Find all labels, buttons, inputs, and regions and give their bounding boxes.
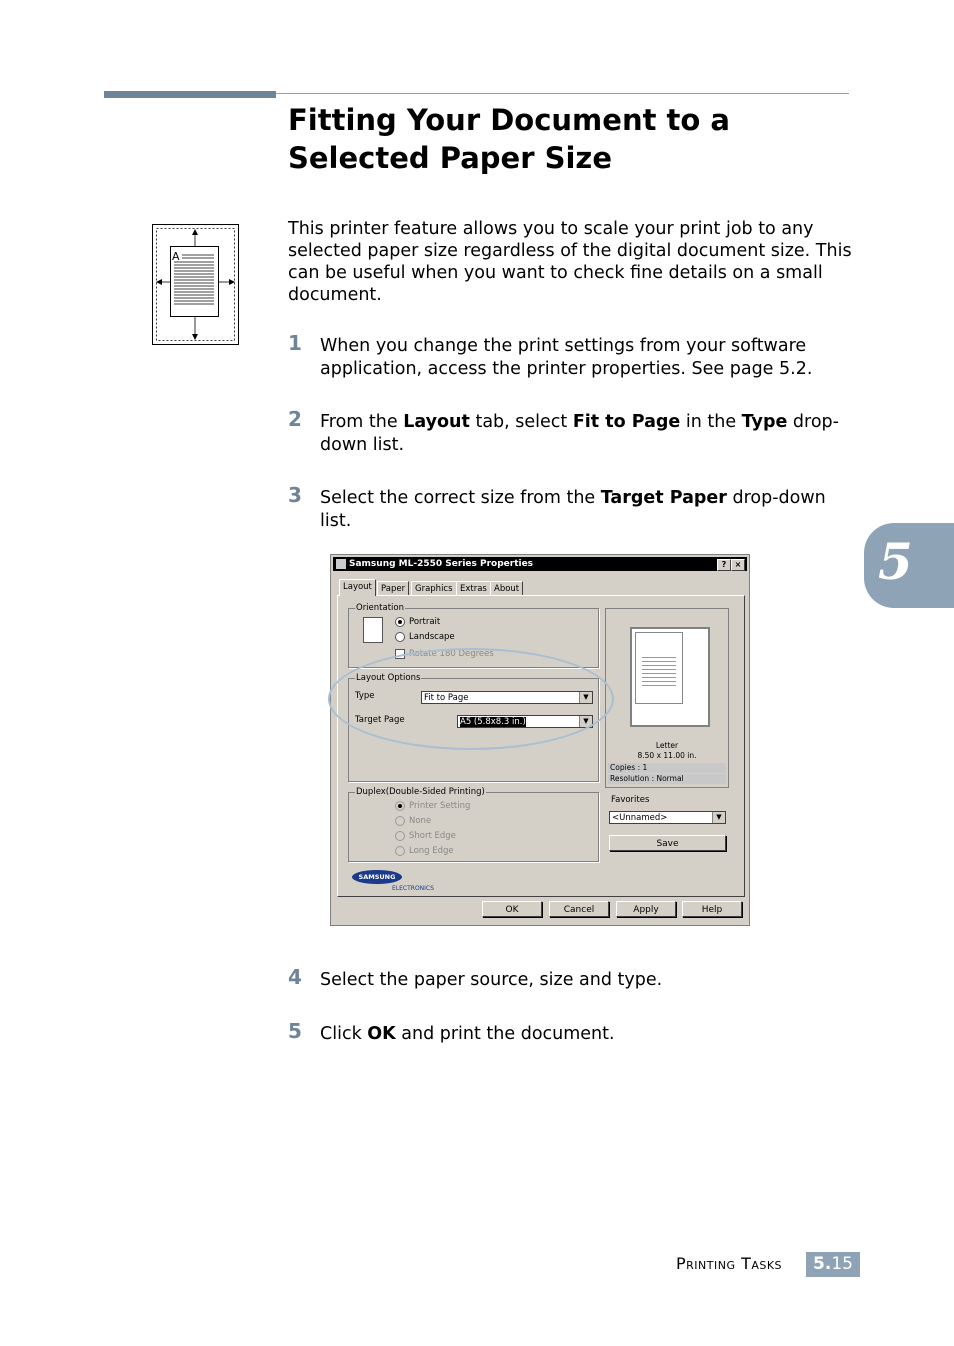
close-icon[interactable]: × <box>731 559 745 571</box>
step-text <box>320 487 855 533</box>
tab-paper[interactable]: Paper <box>377 581 409 596</box>
text-run: and print the document. <box>395 1024 615 1044</box>
portrait-page-icon <box>363 617 383 643</box>
landscape-label: Landscape <box>409 632 455 642</box>
highlight-ellipse <box>328 648 614 750</box>
text-run: drop-down list. <box>320 488 826 531</box>
page-number-badge <box>806 1252 860 1277</box>
tab-graphics[interactable]: Graphics <box>411 581 457 596</box>
bold-term: Type <box>741 412 788 432</box>
logo-subtitle: ELECTRONICS <box>392 885 434 892</box>
printer-icon <box>336 559 346 569</box>
bold-term: Layout <box>403 412 470 432</box>
step-text <box>320 411 855 457</box>
portrait-label: Portrait <box>409 617 441 627</box>
step-number: 3 <box>288 483 302 507</box>
page-number: 15 <box>831 1254 853 1274</box>
landscape-radio[interactable] <box>395 632 405 642</box>
fit-to-page-icon <box>152 224 240 346</box>
step-text <box>320 1023 855 1046</box>
rotate-label: Rotate 180 Degrees <box>409 649 494 659</box>
none-label: None <box>409 816 432 826</box>
step-number: 2 <box>288 407 302 431</box>
dialog-title: Samsung ML-2550 Series Properties <box>349 559 534 569</box>
chevron-down-icon: ▼ <box>579 716 592 727</box>
ok-button[interactable]: OK <box>482 901 542 917</box>
tab-layout[interactable]: Layout <box>339 579 376 596</box>
duplex-group <box>348 787 599 862</box>
chevron-down-icon: ▼ <box>712 812 725 823</box>
short-edge-label: Short Edge <box>409 831 456 841</box>
preview-paper <box>630 627 710 727</box>
preview-paper-name: Letter <box>655 741 679 750</box>
bold-term: Fit to Page <box>572 412 681 432</box>
dialog-titlebar <box>333 557 747 571</box>
footer-section <box>676 1254 782 1273</box>
text-run: in the <box>680 412 742 432</box>
preview-pane <box>605 608 729 788</box>
tab-extras[interactable]: Extras <box>456 581 491 596</box>
save-button[interactable]: Save <box>609 835 726 851</box>
printer-setting-label: Printer Setting <box>409 801 471 811</box>
orientation-label: Orientation <box>356 603 404 613</box>
duplex-label: Duplex(Double-Sided Printing) <box>356 787 485 797</box>
preview-copies: Copies : 1 <box>608 763 726 773</box>
type-value: Fit to Page <box>424 693 469 703</box>
preview-paper-size: 8.50 x 11.00 in. <box>637 751 697 760</box>
favorites-select[interactable] <box>609 811 726 824</box>
short-edge-radio[interactable] <box>395 831 405 841</box>
long-edge-label: Long Edge <box>409 846 454 856</box>
step-text: When you change the print settings from your software application, access the printer properties. See page 5.2. <box>320 336 813 379</box>
samsung-logo: SAMSUNG <box>352 870 402 884</box>
preview-resolution: Resolution : Normal <box>608 774 726 784</box>
help-title-button[interactable]: ? <box>717 559 731 571</box>
help-button[interactable]: Help <box>682 901 742 917</box>
step-number: 5 <box>288 1019 302 1043</box>
chevron-down-icon: ▼ <box>579 692 592 703</box>
printer-setting-radio[interactable] <box>395 801 405 811</box>
layout-options-label: Layout Options <box>356 673 421 683</box>
footer-section-text: Printing Tasks <box>676 1254 783 1273</box>
page-prefix: 5. <box>813 1254 832 1274</box>
text-run: From the <box>320 412 404 432</box>
none-radio[interactable] <box>395 816 405 826</box>
bold-term: Target Paper <box>600 488 727 508</box>
header-rule-thick <box>104 91 276 98</box>
tab-about[interactable]: About <box>490 581 523 596</box>
target-page-label: Target Page <box>355 715 405 725</box>
step-number: 1 <box>288 331 302 355</box>
favorites-value: <Unnamed> <box>612 813 668 823</box>
text-run: drop-down list. <box>320 412 839 455</box>
intro-paragraph: This printer feature allows you to scale your print job to any selected paper size regardless of the digital document size. This can be useful when you want to check fine details on a small document. <box>288 219 852 305</box>
cancel-button[interactable]: Cancel <box>549 901 609 917</box>
target-page-value: A5 (5.8x8.3 in.) <box>460 717 526 727</box>
type-label: Type <box>355 691 375 701</box>
chapter-number: 5 <box>878 532 913 591</box>
text-run: Click <box>320 1024 368 1044</box>
text-run: tab, select <box>469 412 573 432</box>
icon-letter: A <box>172 250 180 263</box>
favorites-label: Favorites <box>611 795 650 805</box>
header-rule-thin <box>276 93 849 94</box>
step-number: 4 <box>288 965 302 989</box>
bold-term: OK <box>367 1024 396 1044</box>
step-text: Select the paper source, size and type. <box>320 970 663 990</box>
long-edge-radio[interactable] <box>395 846 405 856</box>
text-run: Select the correct size from the <box>320 488 601 508</box>
preview-page <box>635 632 683 704</box>
portrait-radio[interactable] <box>395 617 405 627</box>
apply-button[interactable]: Apply <box>616 901 676 917</box>
page-title: Fitting Your Document to a Selected Paper Size <box>288 103 730 175</box>
favorites-group <box>605 791 729 859</box>
